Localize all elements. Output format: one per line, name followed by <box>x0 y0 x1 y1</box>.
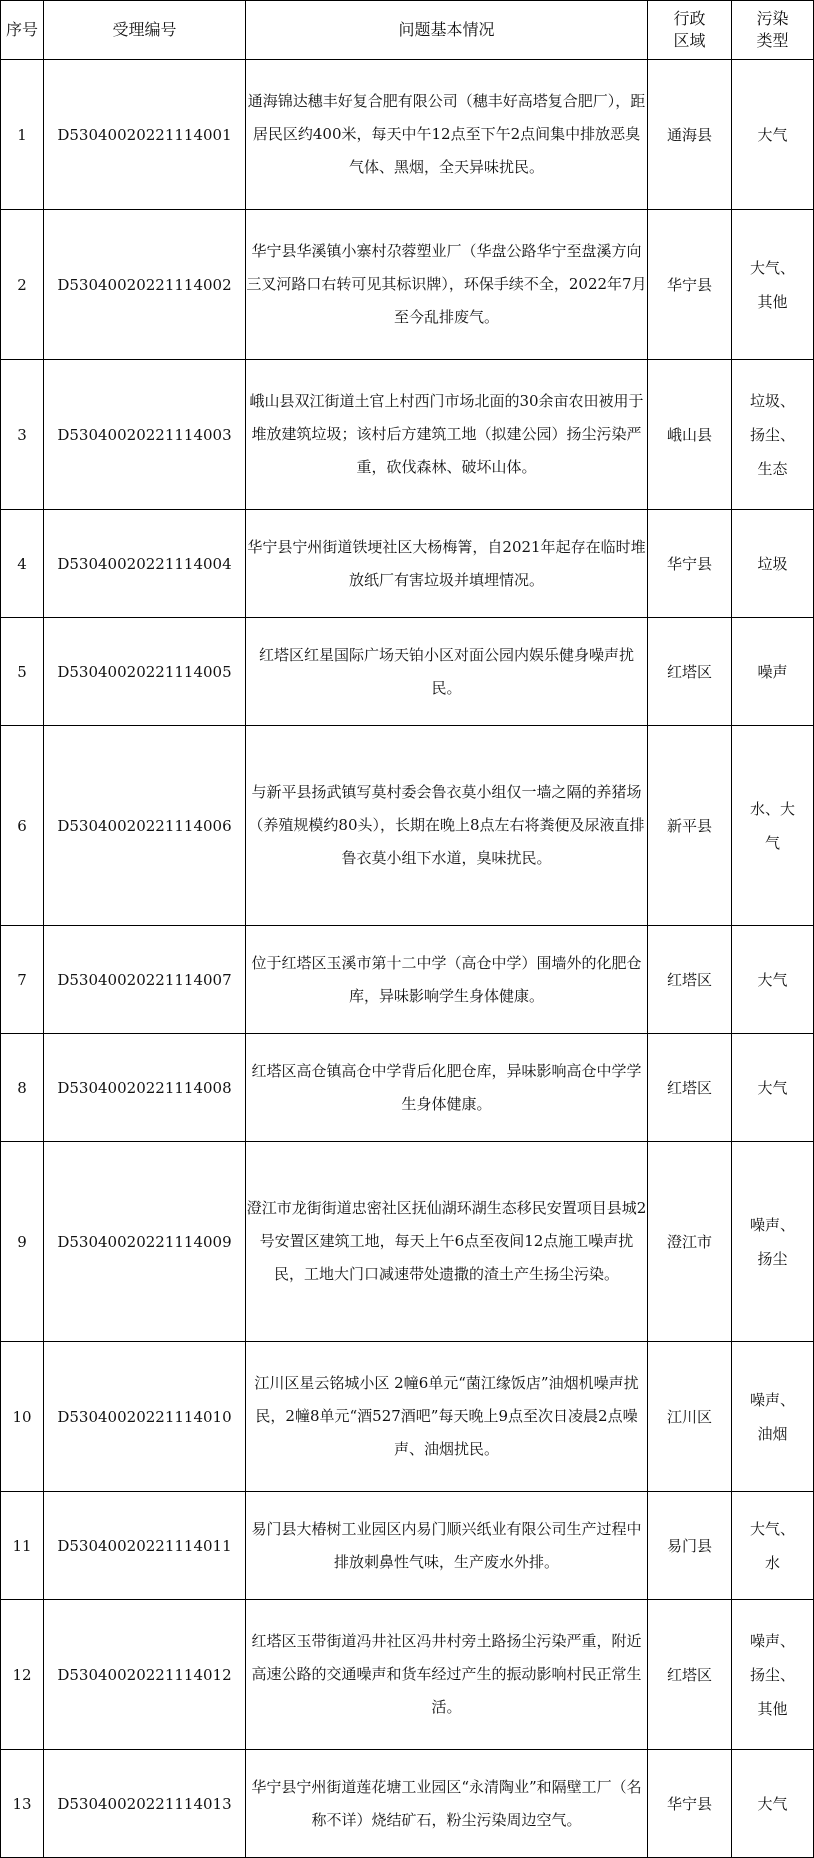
admin-region: 红塔区 <box>648 926 732 1034</box>
pollution-type <box>732 726 814 926</box>
problem-description: 华宁县宁州街道莲花塘工业园区“永清陶业”和隔壁工厂（名称不详）烧结矿石，粉尘污染周边空气。 <box>246 1750 648 1858</box>
admin-region: 华宁县 <box>648 510 732 618</box>
header-code: 受理编号 <box>44 1 246 60</box>
admin-region: 江川区 <box>648 1342 732 1492</box>
table-row <box>1 60 814 210</box>
pollution-type-text: 噪声 <box>757 662 788 681</box>
pollution-type-text: 大气 <box>757 125 788 144</box>
table-row <box>1 1034 814 1142</box>
pollution-type-text: 水、大气 <box>749 799 795 852</box>
pollution-type <box>732 1750 814 1858</box>
row-number: 13 <box>1 1750 44 1858</box>
pollution-type <box>732 926 814 1034</box>
pollution-type <box>732 1492 814 1600</box>
problem-description: 通海锦达穗丰好复合肥有限公司（穗丰好高塔复合肥厂），距居民区约400米，每天中午12点至下午2点间集中排放恶臭气体、黑烟，全天异味扰民。 <box>246 60 648 210</box>
table-row <box>1 926 814 1034</box>
row-number: 4 <box>1 510 44 618</box>
pollution-type-text: 大气 <box>757 1078 788 1097</box>
pollution-type <box>732 60 814 210</box>
row-number: 1 <box>1 60 44 210</box>
row-number: 9 <box>1 1142 44 1342</box>
problem-description: 红塔区红星国际广场天铂小区对面公园内娱乐健身噪声扰民。 <box>246 618 648 726</box>
admin-region: 红塔区 <box>648 618 732 726</box>
acceptance-code: D53040020221114006 <box>44 726 246 926</box>
pollution-type-text: 大气、其他 <box>749 258 795 311</box>
pollution-type <box>732 360 814 510</box>
pollution-type <box>732 210 814 360</box>
pollution-type <box>732 618 814 726</box>
problem-description: 易门县大椿树工业园区内易门顺兴纸业有限公司生产过程中排放刺鼻性气味，生产废水外排。 <box>246 1492 648 1600</box>
problem-description: 澄江市龙街街道忠密社区抚仙湖环湖生态移民安置项目县城2号安置区建筑工地，每天上午6点至夜间12点施工噪声扰民，工地大门口减速带处遗撒的渣土产生扬尘污染。 <box>246 1142 648 1342</box>
acceptance-code: D53040020221114004 <box>44 510 246 618</box>
pollution-type-text: 大气 <box>757 1794 788 1813</box>
table-row <box>1 1492 814 1600</box>
row-number: 3 <box>1 360 44 510</box>
pollution-type <box>732 510 814 618</box>
pollution-type-text: 噪声、扬尘、其他 <box>749 1631 795 1718</box>
pollution-type-text: 大气 <box>757 970 788 989</box>
pollution-type <box>732 1600 814 1750</box>
pollution-type <box>732 1034 814 1142</box>
problem-description: 华宁县宁州街道铁埂社区大杨梅箐，自2021年起存在临时堆放纸厂有害垃圾并填埋情况。 <box>246 510 648 618</box>
table-row <box>1 1600 814 1750</box>
acceptance-code: D53040020221114010 <box>44 1342 246 1492</box>
admin-region: 华宁县 <box>648 210 732 360</box>
row-number: 11 <box>1 1492 44 1600</box>
header-region: 行政区域 <box>648 1 732 60</box>
admin-region: 华宁县 <box>648 1750 732 1858</box>
admin-region: 通海县 <box>648 60 732 210</box>
header-desc: 问题基本情况 <box>246 1 648 60</box>
admin-region: 峨山县 <box>648 360 732 510</box>
header-no: 序号 <box>1 1 44 60</box>
acceptance-code: D53040020221114012 <box>44 1600 246 1750</box>
problem-description: 江川区星云铭城小区 2幢6单元“菌江缘饭店”油烟机噪声扰民，2幢8单元“酒527酒吧”每天晚上9点至次日凌晨2点噪声、油烟扰民。 <box>246 1342 648 1492</box>
acceptance-code: D53040020221114005 <box>44 618 246 726</box>
admin-region: 红塔区 <box>648 1034 732 1142</box>
pollution-type-text: 噪声、油烟 <box>749 1390 795 1443</box>
admin-region: 澄江市 <box>648 1142 732 1342</box>
acceptance-code: D53040020221114011 <box>44 1492 246 1600</box>
pollution-type-text: 垃圾、扬尘、生态 <box>749 391 795 478</box>
acceptance-code: D53040020221114013 <box>44 1750 246 1858</box>
admin-region: 易门县 <box>648 1492 732 1600</box>
table-row <box>1 210 814 360</box>
problem-description: 红塔区高仓镇高仓中学背后化肥仓库，异味影响高仓中学学生身体健康。 <box>246 1034 648 1142</box>
acceptance-code: D53040020221114002 <box>44 210 246 360</box>
row-number: 5 <box>1 618 44 726</box>
row-number: 10 <box>1 1342 44 1492</box>
acceptance-code: D53040020221114008 <box>44 1034 246 1142</box>
problem-description: 红塔区玉带街道冯井社区冯井村旁土路扬尘污染严重，附近高速公路的交通噪声和货车经过产生的振动影响村民正常生活。 <box>246 1600 648 1750</box>
table-row <box>1 1750 814 1858</box>
acceptance-code: D53040020221114003 <box>44 360 246 510</box>
table-row <box>1 1342 814 1492</box>
row-number: 8 <box>1 1034 44 1142</box>
header-row <box>1 1 814 60</box>
row-number: 12 <box>1 1600 44 1750</box>
row-number: 6 <box>1 726 44 926</box>
pollution-type-text: 噪声、扬尘 <box>749 1215 795 1268</box>
table-row <box>1 618 814 726</box>
table-row <box>1 510 814 618</box>
acceptance-code: D53040020221114009 <box>44 1142 246 1342</box>
problem-description: 与新平县扬武镇写莫村委会鲁衣莫小组仅一墙之隔的养猪场（养殖规模约80头），长期在晚上8点左右将粪便及尿液直排鲁衣莫小组下水道，臭味扰民。 <box>246 726 648 926</box>
pollution-type <box>732 1142 814 1342</box>
problem-description: 峨山县双江街道土官上村西门市场北面的30余亩农田被用于堆放建筑垃圾；该村后方建筑工地（拟建公园）扬尘污染严重，砍伐森林、破坏山体。 <box>246 360 648 510</box>
admin-region: 红塔区 <box>648 1600 732 1750</box>
row-number: 7 <box>1 926 44 1034</box>
problem-description: 华宁县华溪镇小寨村尕蓉塑业厂（华盘公路华宁至盘溪方向三叉河路口右转可见其标识牌），环保手续不全，2022年7月至今乱排废气。 <box>246 210 648 360</box>
pollution-type-text: 垃圾 <box>757 554 788 573</box>
acceptance-code: D53040020221114001 <box>44 60 246 210</box>
table-row <box>1 360 814 510</box>
pollution-type <box>732 1342 814 1492</box>
row-number: 2 <box>1 210 44 360</box>
acceptance-code: D53040020221114007 <box>44 926 246 1034</box>
admin-region: 新平县 <box>648 726 732 926</box>
table-row <box>1 726 814 926</box>
header-type: 污染类型 <box>732 1 814 60</box>
table-row <box>1 1142 814 1342</box>
problem-description: 位于红塔区玉溪市第十二中学（高仓中学）围墙外的化肥仓库，异味影响学生身体健康。 <box>246 926 648 1034</box>
pollution-type-text: 大气、水 <box>749 1519 795 1572</box>
